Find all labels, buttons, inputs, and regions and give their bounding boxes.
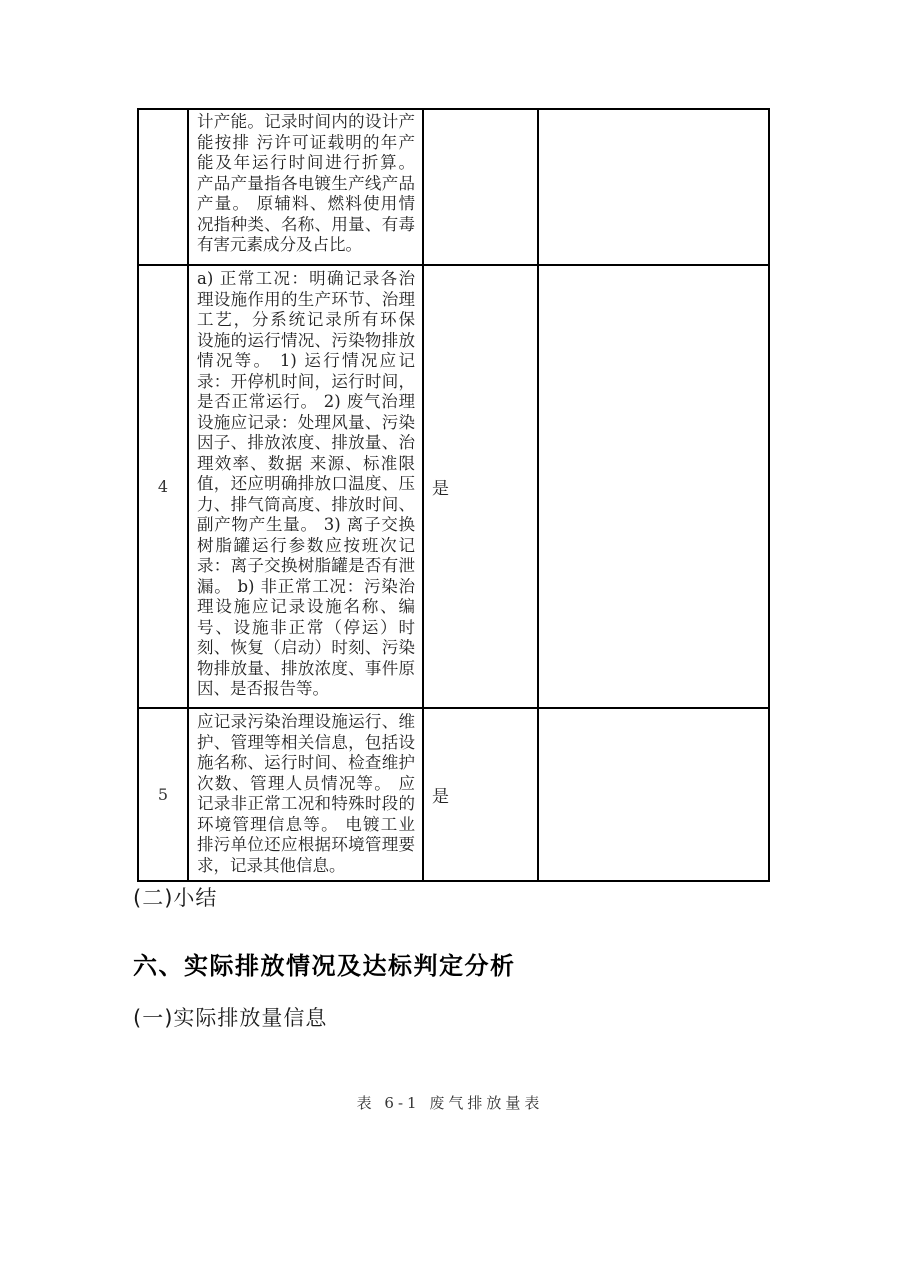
row-number-cell [138, 109, 188, 265]
table-row [138, 708, 769, 881]
subsection-title-summary: (二)小结 [133, 886, 218, 910]
compliance-cell: 是 [423, 265, 538, 708]
table-row [138, 265, 769, 708]
compliance-cell: 是 [423, 708, 538, 881]
table-row [138, 109, 769, 265]
note-cell [538, 708, 769, 881]
section-heading: 六、实际排放情况及达标判定分析 [133, 952, 516, 980]
subsection-title-actual-emission: (一)实际排放量信息 [133, 1006, 328, 1030]
compliance-cell [423, 109, 538, 265]
note-cell [538, 265, 769, 708]
requirement-text-cell: 应记录污染治理设施运行、维护、管理等相关信息，包括设施名称、运行时间、检查维护次数、管理人员情况等。 应记录非正常工况和特殊时段的环境管理信息等。 电镀工业排污单位还应根据环境管理要求，记录其他信息。 [188, 708, 423, 881]
record-requirements-table [137, 108, 770, 882]
table-caption: 表 6-1 废气排放量表 [356, 1094, 544, 1112]
requirement-text-cell: 计产能。记录时间内的设计产能按排 污许可证载明的年产能及年运行时间进行折算。 产品产量指各电镀生产线产品产量。 原辅料、燃料使用情况指种类、名称、用量、有毒有害元素成分及占比。 [188, 109, 423, 265]
note-cell [538, 109, 769, 265]
row-number-cell: 5 [138, 708, 188, 881]
requirement-text-cell: a) 正常工况：明确记录各治理设施作用的生产环节、治理工艺，分系统记录所有环保 设施的运行情况、污染物排放情况等。 1) 运行情况应记录：开停机时间，运行时间，是否正常运行。 2) 废气治理设施应记录：处理风量、污染因子、排放浓度、排放量、治理效率、数据 来源、标准限值，还应明确排放口温度、压力、排气筒高度、排放时间、副产物产生量。 3) 离子交换树脂罐运行参数应按班次记录：离子交换树脂罐是否有泄漏。 b) 非正常工况：污染治理设施应记录设施名称、编号、设施非正常（停运）时刻、恢复（启动）时刻、污染物排放量、排放浓度、事件原因、是否报告等。 [188, 265, 423, 708]
row-number-cell: 4 [138, 265, 188, 708]
